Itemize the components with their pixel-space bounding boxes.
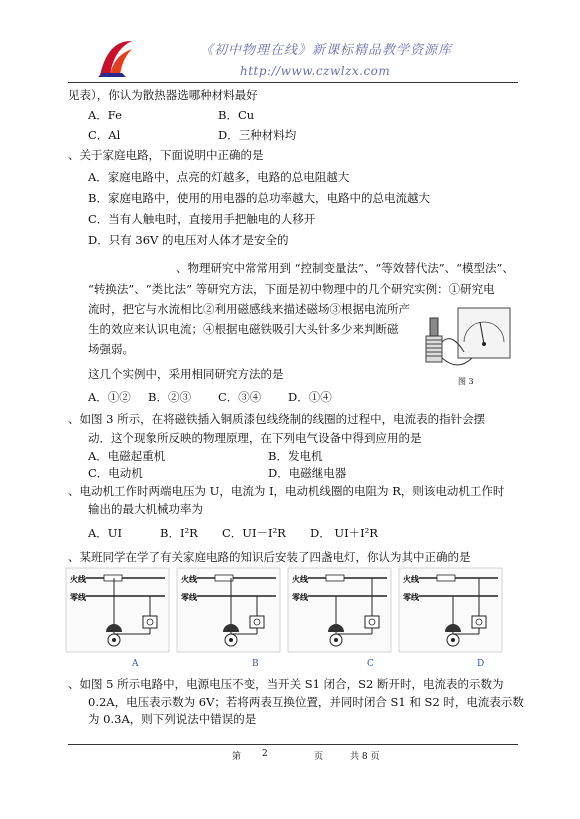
neutral-wire-label: 零线 [181,593,197,602]
option-c: C．③④ [218,390,262,404]
question-text-line: 为 0.3A，则下列说法中错误的是 [88,712,257,726]
fire-wire-label: 火线 [292,575,308,584]
header-url[interactable]: http://www.czwlzx.com [240,64,391,78]
option-a: A．家庭电路中，点亮的灯越多，电路的总电阻越大 [88,170,350,184]
fuse-icon [104,575,122,581]
option-c: C．UI－I²R [222,526,286,540]
fire-wire-label: 火线 [403,575,419,584]
option-b: B．发电机 [268,449,323,463]
neutral-wire-label: 零线 [70,593,86,602]
option-a: A．UI [88,526,123,540]
option-b: B．②③ [148,390,191,404]
question-text-line: 动．这个现象所反映的物理原理，在下列电气设备中得到应用的是 [88,431,422,445]
option-a: A．电磁起重机 [88,449,166,463]
header-divider [68,82,518,83]
q-intro-line: 见表），你认为散热器选哪种材料最好 [68,88,258,102]
circuit-panel [177,568,280,652]
footer-divider [68,744,518,745]
figure-3 [418,302,514,384]
option-b: B．家庭电路中，使用的用电器的总功率越大，电路中的总电流越大 [88,191,430,205]
question-household-circuit: 、关于家庭电路，下面说明中正确的是 [68,148,264,162]
switch-icon [365,616,379,628]
fuse-icon [215,575,233,581]
fire-wire-label: 火线 [70,575,86,584]
option-d: D． UI＋I²R [310,526,378,540]
option-a: A．①② [88,390,131,404]
circuit-panel [399,568,502,652]
question-text-line: 输出的最大机械功率为 [88,502,203,516]
footer-prefix: 第 [232,752,242,762]
circuit-panel [288,568,391,652]
fire-wire-label: 火线 [181,575,197,584]
figure-3-label: 图 3 [458,377,474,386]
option-c: C．当有人触电时，直接用手把触电的人移开 [88,212,316,226]
question-figure5: 、如图 5 所示电路中，电源电压不变，当开关 S1 闭合，S2 断开时，电流表的示数为 [68,677,504,691]
switch-icon [250,616,264,628]
question-text-line: 生的效应来认识电流；④根据电磁铁吸引大头针多少来判断磁 [88,322,399,336]
question-text-line: 0.2A，电压表示数为 6V；若将两表互换位置，并同时闭合 S1 和 S2 时，电流表示数 [88,695,524,709]
question-text-line: 这几个实例中，采用相同研究方法的是 [88,367,284,381]
circuit-panel [66,568,169,652]
question-text-line: 流时，把它与水流相比②利用磁感线来描述磁场③根据电流所产 [88,302,410,316]
question-lamp-install: 、某班同学在学了有关家庭电路的知识后安装了四盏电灯，你认为其中正确的是 [68,550,471,564]
neutral-wire-label: 零线 [292,593,308,602]
option-b: B．Cu [218,108,255,122]
circuit-label-a: A [132,659,139,669]
footer-total: 共 8 页 [350,752,380,762]
neutral-wire-label: 零线 [403,593,419,602]
fuse-icon [437,575,455,581]
switch-icon [472,616,486,628]
circuit-label-b: B [252,659,259,669]
option-b: B．I²R [160,526,198,540]
circuit-label-c: C [367,659,374,669]
option-d: D．只有 36V 的电压对人体才是安全的 [88,233,289,247]
question-motor-power: 、电动机工作时两端电压为 U，电流为 I，电动机线圈的电阻为 R，则该电动机工作时 [68,484,505,498]
question-induction: 、如图 3 所示，在将磁铁插入铜质漆包线绕制的线圈的过程中，电流表的指针会摆 [68,412,486,426]
option-a: A．Fe [88,108,122,122]
logo [92,35,138,81]
footer-page-number: 2 [262,749,268,759]
question-research-methods: 、物理研究中常常用到 “控制变量法”、“等效替代法”、“模型法”、 [176,261,514,275]
footer-mid: 页 [314,752,324,762]
question-text-line: “转换法”、“类比法” 等研究方法，下面是初中物理中的几个研究实例：①研究电 [88,282,495,296]
header-title: 《初中物理在线》新课标精品教学资源库 [200,43,453,58]
fuse-icon [326,575,344,581]
option-d: D．电磁继电器 [268,466,347,480]
option-d: D．①④ [288,390,332,404]
option-d: D．三种材料均 [218,128,297,142]
option-c: C．电动机 [88,466,143,480]
circuit-figures [64,566,510,666]
circuit-label-d: D [477,659,485,669]
question-text-line: 场强弱。 [88,342,134,356]
option-c: C．Al [88,128,121,142]
switch-icon [143,616,157,628]
